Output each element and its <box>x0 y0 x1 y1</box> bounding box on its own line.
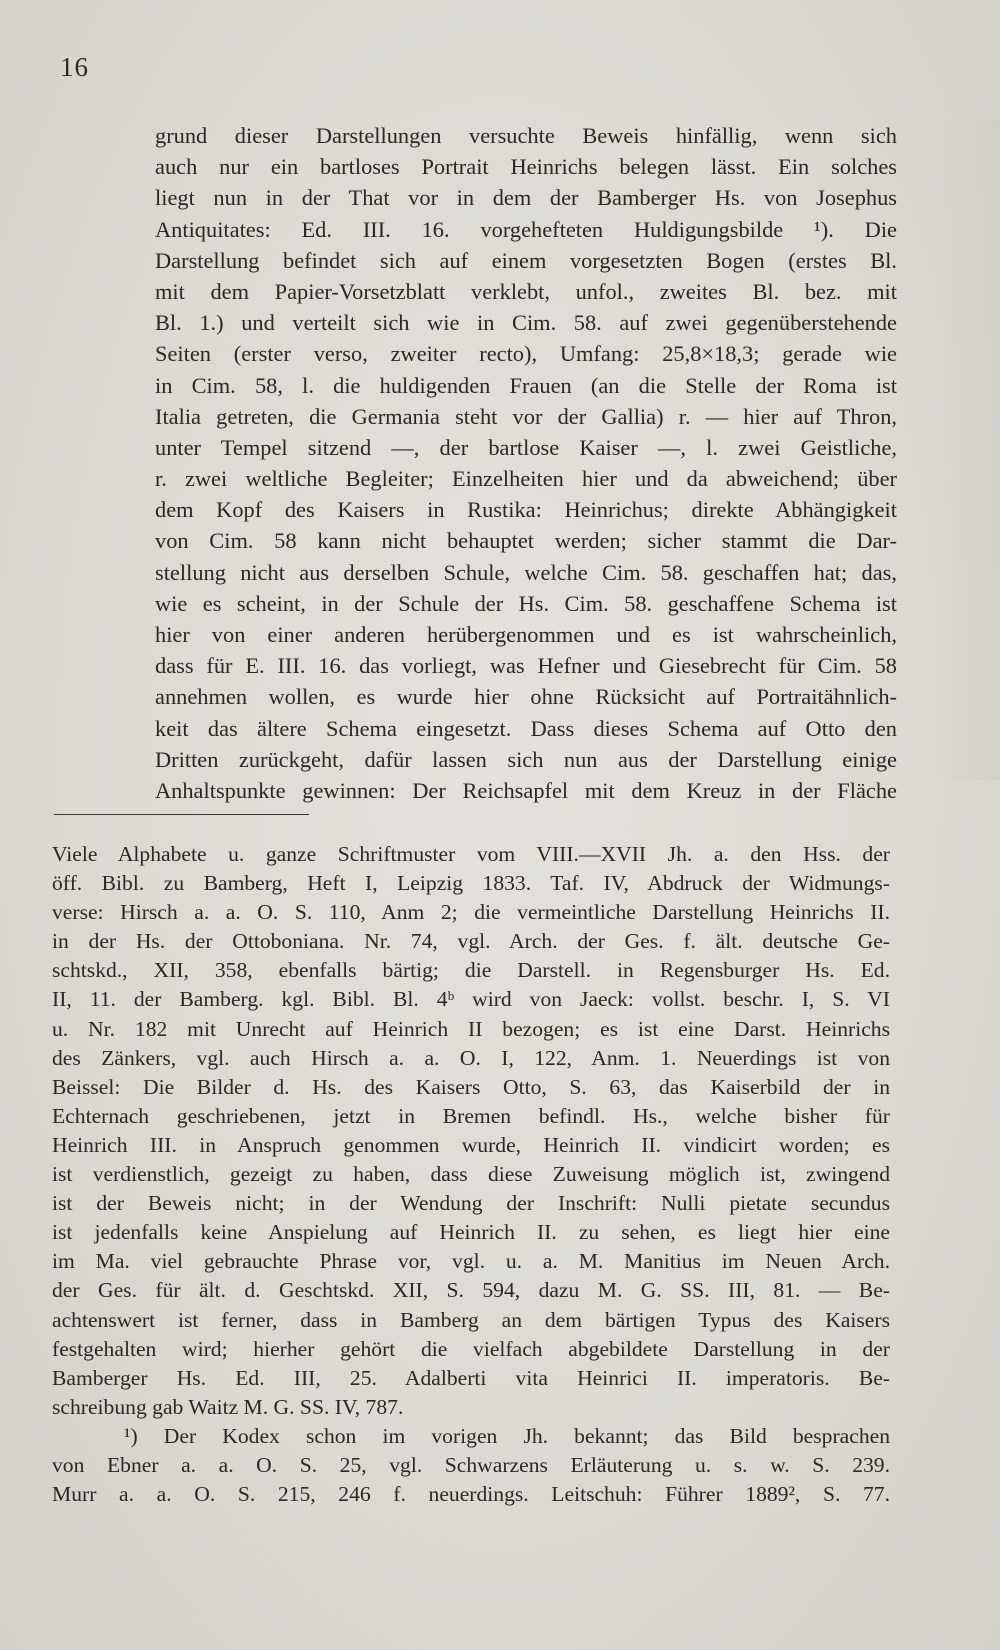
footnote-line: ist jedenfalls keine Anspielung auf Heinrich II. zu sehen, es liegt hier eine <box>52 1220 890 1245</box>
footnote-line: schreibung gab Waitz M. G. SS. IV, 787. <box>52 1394 404 1419</box>
text-line: wie es scheint, in der Schule der Hs. Cim. 58. geschaffene Schema ist <box>155 590 897 616</box>
text-line: mit dem Papier-Vorsetzblatt verklebt, unfol., zweites Bl. bez. mit <box>155 278 897 304</box>
footnote-line: Heinrich III. in Anspruch genommen wurde, Heinrich II. vindicirt worden; es <box>52 1132 890 1157</box>
footnote-line: des Zänkers, vgl. auch Hirsch a. a. O. I, 122, Anm. 1. Neuerdings ist von <box>52 1045 890 1070</box>
text-line: Anhaltspunkte gewinnen: Der Reichsapfel mit dem Kreuz in der Fläche <box>155 777 897 803</box>
footnote-line: u. Nr. 182 mit Unrecht auf Heinrich II bezogen; es ist eine Darst. Heinrichs <box>52 1016 890 1041</box>
footnote-line: verse: Hirsch a. a. O. S. 110, Anm 2; die vermeintliche Darstellung Heinrichs II. <box>52 900 890 925</box>
text-line: Darstellung befindet sich auf einem vorgesetzten Bogen (erstes Bl. <box>155 247 897 273</box>
footnotes-block <box>52 840 890 1509</box>
footnote-1-line: von Ebner a. a. O. S. 25, vgl. Schwarzens Erläuterung u. s. w. S. 239. <box>52 1452 890 1477</box>
footnote-line: achtenswert ist ferner, dass in Bamberg an dem bärtigen Typus des Kaisers <box>52 1307 890 1332</box>
footnote-line: in der Hs. der Ottoboniana. Nr. 74, vgl. Arch. der Ges. f. ält. deutsche Ge- <box>52 929 890 954</box>
text-line: von Cim. 58 kann nicht behauptet werden; sicher stammt die Dar- <box>155 528 897 554</box>
text-line: in Cim. 58, l. die huldigenden Frauen (an die Stelle der Roma ist <box>155 372 897 398</box>
footnote-line: ist der Beweis nicht; in der Wendung der Inschrift: Nulli pietate secundus <box>52 1191 890 1216</box>
footnote-line: der Ges. für ält. d. Geschtskd. XII, S. 594, dazu M. G. SS. III, 81. — Be- <box>52 1278 890 1303</box>
footnote-line: öff. Bibl. zu Bamberg, Heft I, Leipzig 1833. Taf. IV, Abdruck der Widmungs- <box>52 871 890 896</box>
text-line: hier von einer anderen herübergenommen und es ist wahrscheinlich, <box>155 622 897 647</box>
text-line: dass für E. III. 16. das vorliegt, was Hefner und Giesebrecht für Cim. 58 <box>155 653 897 679</box>
page-edge-shadow <box>940 120 1000 780</box>
text-line: r. zwei weltliche Begleiter; Einzelheiten hier und da abweichend; über <box>155 466 897 492</box>
footnote-line: Viele Alphabete u. ganze Schriftmuster vom VIII.—XVII Jh. a. den Hss. der <box>52 842 890 866</box>
footnote-line: ist verdienstlich, gezeigt zu haben, dass diese Zuweisung möglich ist, zwingend <box>52 1162 890 1187</box>
footnote-1-line: Murr a. a. O. S. 215, 246 f. neuerdings. Leitschuh: Führer 1889², S. 77. <box>52 1482 890 1507</box>
footnote-line: Beissel: Die Bilder d. Hs. des Kaisers Otto, S. 63, das Kaiserbild der in <box>52 1074 890 1099</box>
footnote-1-line: ¹) Der Kodex schon im vorigen Jh. bekannt; das Bild besprachen <box>124 1423 890 1448</box>
text-line: liegt nun in der That vor in dem der Bamberger Hs. von Josephus <box>155 185 897 211</box>
text-line: auch nur ein bartloses Portrait Heinrichs belegen lässt. Ein solches <box>155 154 897 180</box>
text-line: unter Tempel sitzend —, der bartlose Kaiser —, l. zwei Geistliche, <box>155 434 897 460</box>
page-number: 16 <box>60 52 89 82</box>
footnote-separator <box>54 814 309 815</box>
text-line: Dritten zurückgeht, dafür lassen sich nun aus der Darstellung einige <box>155 746 897 772</box>
text-line: Bl. 1.) und verteilt sich wie in Cim. 58. auf zwei gegenüberstehende <box>155 310 897 336</box>
footnote-line: Echternach geschriebenen, jetzt in Bremen befindl. Hs., welche bisher für <box>52 1103 890 1128</box>
footnote-line: II, 11. der Bamberg. kgl. Bibl. Bl. 4ᵇ wird von Jaeck: vollst. beschr. I, S. VI <box>52 987 890 1012</box>
text-line: Seiten (erster verso, zweiter recto), Umfang: 25,8×18,3; gerade wie <box>155 341 897 367</box>
text-line: annehmen wollen, es wurde hier ohne Rücksicht auf Portraitähnlich- <box>155 684 897 710</box>
text-line: grund dieser Darstellungen versuchte Beweis hinfällig, wenn sich <box>155 123 897 148</box>
text-line: dem Kopf des Kaisers in Rustika: Heinrichus; direkte Abhängigkeit <box>155 497 897 523</box>
footnote-line: Bamberger Hs. Ed. III, 25. Adalberti vita Heinrici II. imperatoris. Be- <box>52 1365 890 1390</box>
text-line: Antiquitates: Ed. III. 16. vorgehefteten Huldigungsbilde ¹). Die <box>155 216 897 242</box>
text-line: keit das ältere Schema eingesetzt. Dass dieses Schema auf Otto den <box>155 715 897 741</box>
text-line: stellung nicht aus derselben Schule, welche Cim. 58. geschaffen hat; das, <box>155 559 897 585</box>
footnote-line: im Ma. viel gebrauchte Phrase vor, vgl. u. a. M. Manitius im Neuen Arch. <box>52 1249 890 1274</box>
footnote-line: schtskd., XII, 358, ebenfalls bärtig; die Darstell. in Regensburger Hs. Ed. <box>52 958 890 983</box>
main-text-block <box>155 120 897 806</box>
footnote-line: festgehalten wird; hierher gehört die vielfach abgebildete Darstellung in der <box>52 1336 890 1361</box>
text-line: Italia getreten, die Germania steht vor der Gallia) r. — hier auf Thron, <box>155 403 897 429</box>
